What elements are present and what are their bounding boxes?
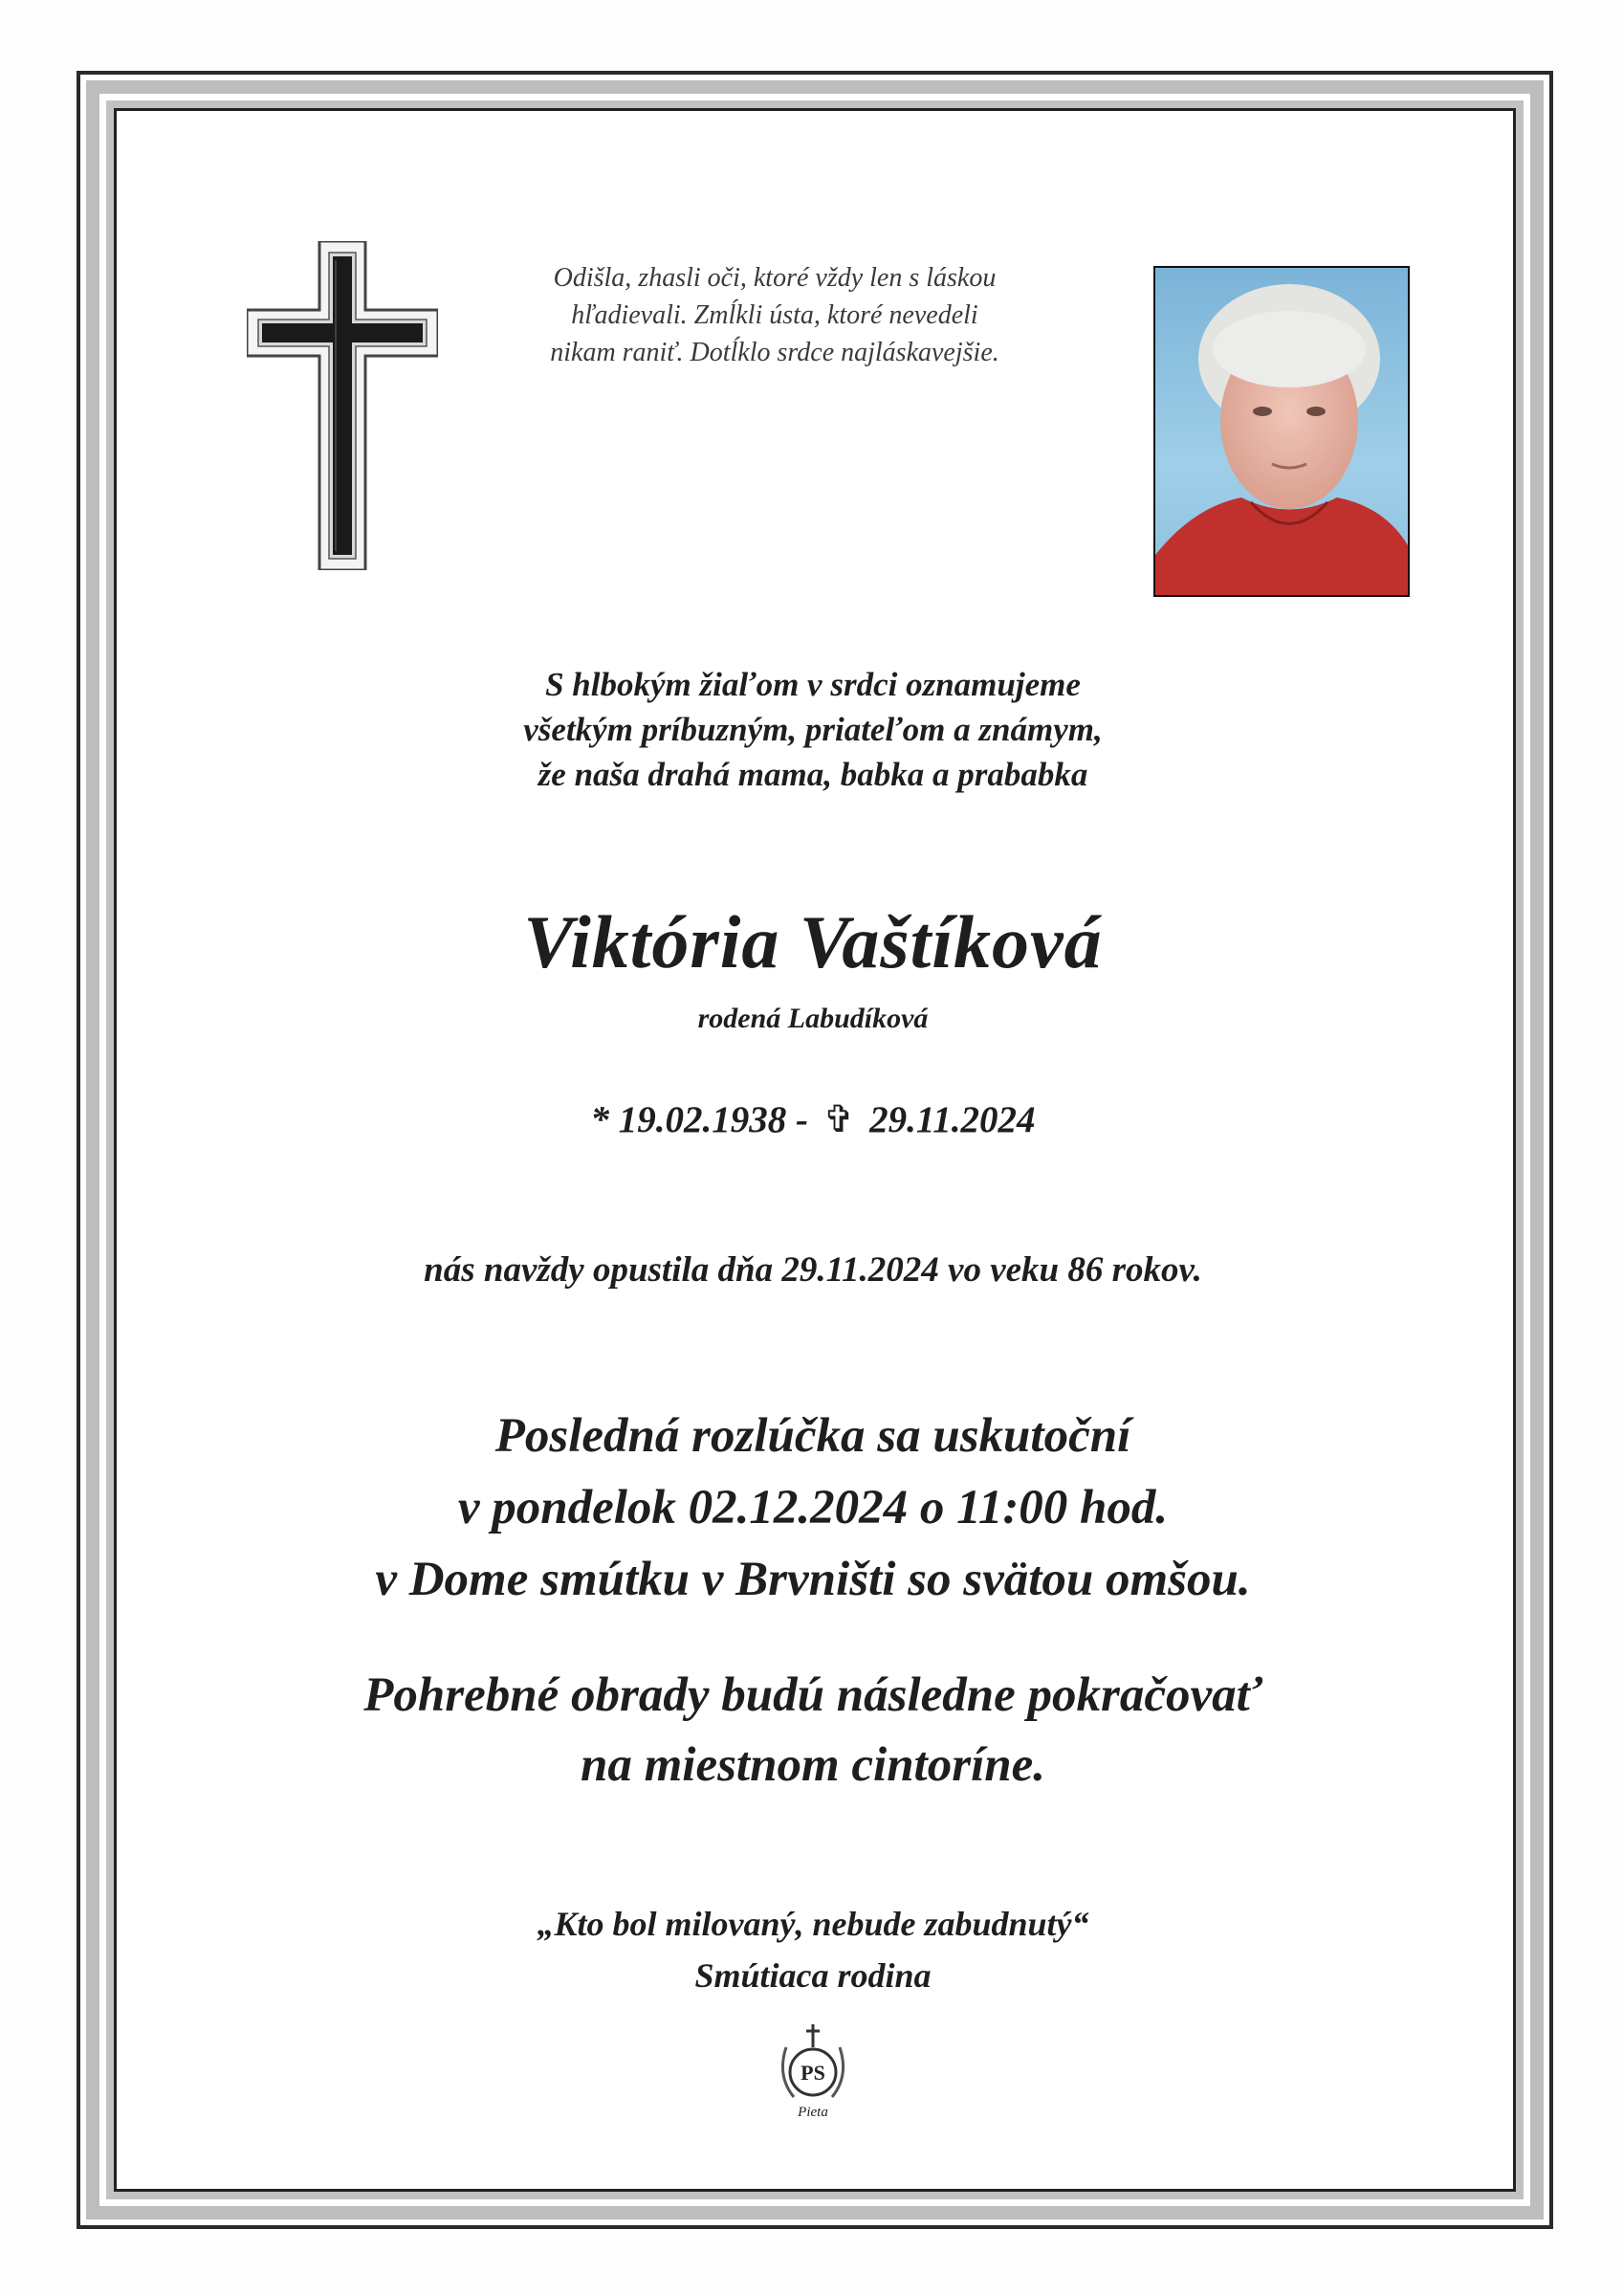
family-signature: Smútiaca rodina [694,1956,932,1995]
death-cross-icon: ✞ [822,1099,855,1140]
pieta-logo [773,2019,853,2124]
farewell-details: Posledná rozlúčka sa uskutoční v pondelok 02.12.2024 o 11:00 hod. v Dome smútku v Brvništi so svätou omšou. [375,1409,1251,1606]
deceased-name: Viktória Vaštíková [523,900,1103,983]
birth-symbol: * [590,1099,609,1140]
memorial-poem: Odišla, zhasli oči, ktoré vždy len s láskou hľadievali. Zmĺkli ústa, ktoré nevedeli nikam raniť. Dotĺklo srdce najláskavejšie. [550,263,999,367]
passing-statement: nás navždy opustila dňa 29.11.2024 vo veku 86 rokov. [424,1250,1202,1290]
death-date: 29.11.2024 [869,1099,1036,1140]
burial-details: Pohrebné obrady budú následne pokračovať na miestnom cintoríne. [363,1668,1262,1792]
portrait-photo [1153,266,1410,597]
svg-text:PS: PS [801,2061,825,2085]
svg-text:Pieta: Pieta [798,2105,828,2120]
birth-date: 19.02.1938 - [618,1099,808,1140]
memorial-quote: „Kto bol milovaný, nebude zabudnutý“ [537,1905,1089,1943]
cross-icon [247,241,438,570]
announcement-intro: S hlbokým žiaľom v srdci oznamujeme všetkým príbuzným, priateľom a známym, že naša drahá mama, babka a prababka [523,666,1103,793]
life-dates [287,1098,1339,1141]
maiden-name: rodená Labudíková [697,1003,929,1034]
